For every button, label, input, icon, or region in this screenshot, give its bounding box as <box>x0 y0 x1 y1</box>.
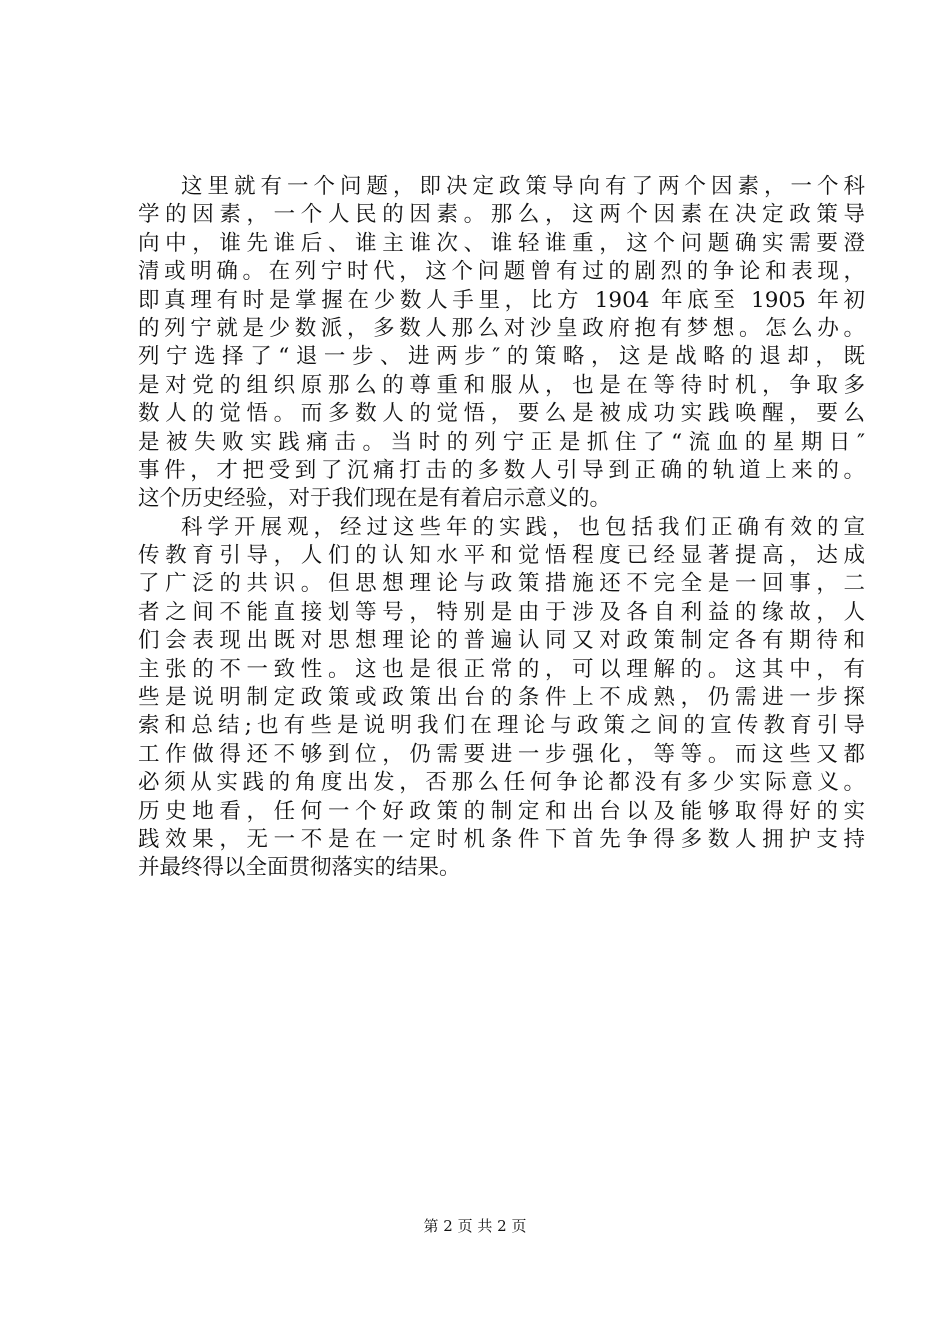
text-line: 即真理有时是掌握在少数人手里，比方 1904 年底至 1905 年初 <box>138 287 865 313</box>
page-number-footer: 第 2 页 共 2 页 <box>423 1217 527 1235</box>
document-body <box>138 173 865 883</box>
text-line: 主张的不一致性。这也是很正常的，可以理解的。这其中，有 <box>138 656 865 682</box>
paragraph-1 <box>138 173 865 514</box>
text-line: 这里就有一个问题，即决定政策导向有了两个因素，一个科 <box>181 174 865 199</box>
text-line: 践效果，无一不是在一定时机条件下首先争得多数人拥护支持 <box>138 826 865 852</box>
text-line: 并最终得以全面贯彻落实的结果。 <box>138 855 461 881</box>
text-line: 些是说明制定政策或政策出台的条件上不成熟，仍需进一步探 <box>138 685 865 711</box>
text-line: 历史地看，任何一个好政策的制定和出台以及能够取得好的实 <box>138 798 865 824</box>
text-line: 学的因素，一个人民的因素。那么，这两个因素在决定政策导 <box>138 202 865 228</box>
text-line: 必须从实践的角度出发，否那么任何争论都没有多少实际意义。 <box>138 770 865 796</box>
text-line: 了广泛的共识。但思想理论与政策措施还不完全是一回事，二 <box>138 571 865 597</box>
text-line: 科学开展观，经过这些年的实践，也包括我们正确有效的宣 <box>181 514 865 540</box>
text-line: 索和总结;也有些是说明我们在理论与政策之间的宣传教育引导 <box>138 713 865 739</box>
text-line: 者之间不能直接划等号，特别是由于涉及各自利益的缘故，人 <box>138 599 865 625</box>
text-line: 们会表现出既对思想理论的普遍认同又对政策制定各有期待和 <box>138 628 865 654</box>
text-line: 列宁选择了“退一步、进两步″的策略，这是战略的退却，既 <box>138 344 865 370</box>
text-line: 的列宁就是少数派，多数人那么对沙皇政府抱有梦想。怎么办。 <box>138 315 865 341</box>
text-line: 是被失败实践痛击。当时的列宁正是抓住了“流血的星期日″ <box>138 429 865 455</box>
text-line: 工作做得还不够到位，仍需要进一步强化，等等。而这些又都 <box>138 741 865 767</box>
text-line: 向中，谁先谁后、谁主谁次、谁轻谁重，这个问题确实需要澄 <box>138 230 865 256</box>
text-line: 是对党的组织原那么的尊重和服从，也是在等待时机，争取多 <box>138 372 865 398</box>
text-line: 传教育引导，人们的认知水平和觉悟程度已经显著提高，达成 <box>138 543 865 569</box>
paragraph-2 <box>138 514 865 883</box>
text-line: 清或明确。在列宁时代，这个问题曾有过的剧烈的争论和表现， <box>138 259 865 285</box>
text-line: 事件，才把受到了沉痛打击的多数人引导到正确的轨道上来的。 <box>138 457 865 483</box>
text-line: 这个历史经验，对于我们现在是有着启示意义的。 <box>138 486 612 512</box>
text-line: 数人的觉悟。而多数人的觉悟，要么是被成功实践唤醒，要么 <box>138 401 865 427</box>
